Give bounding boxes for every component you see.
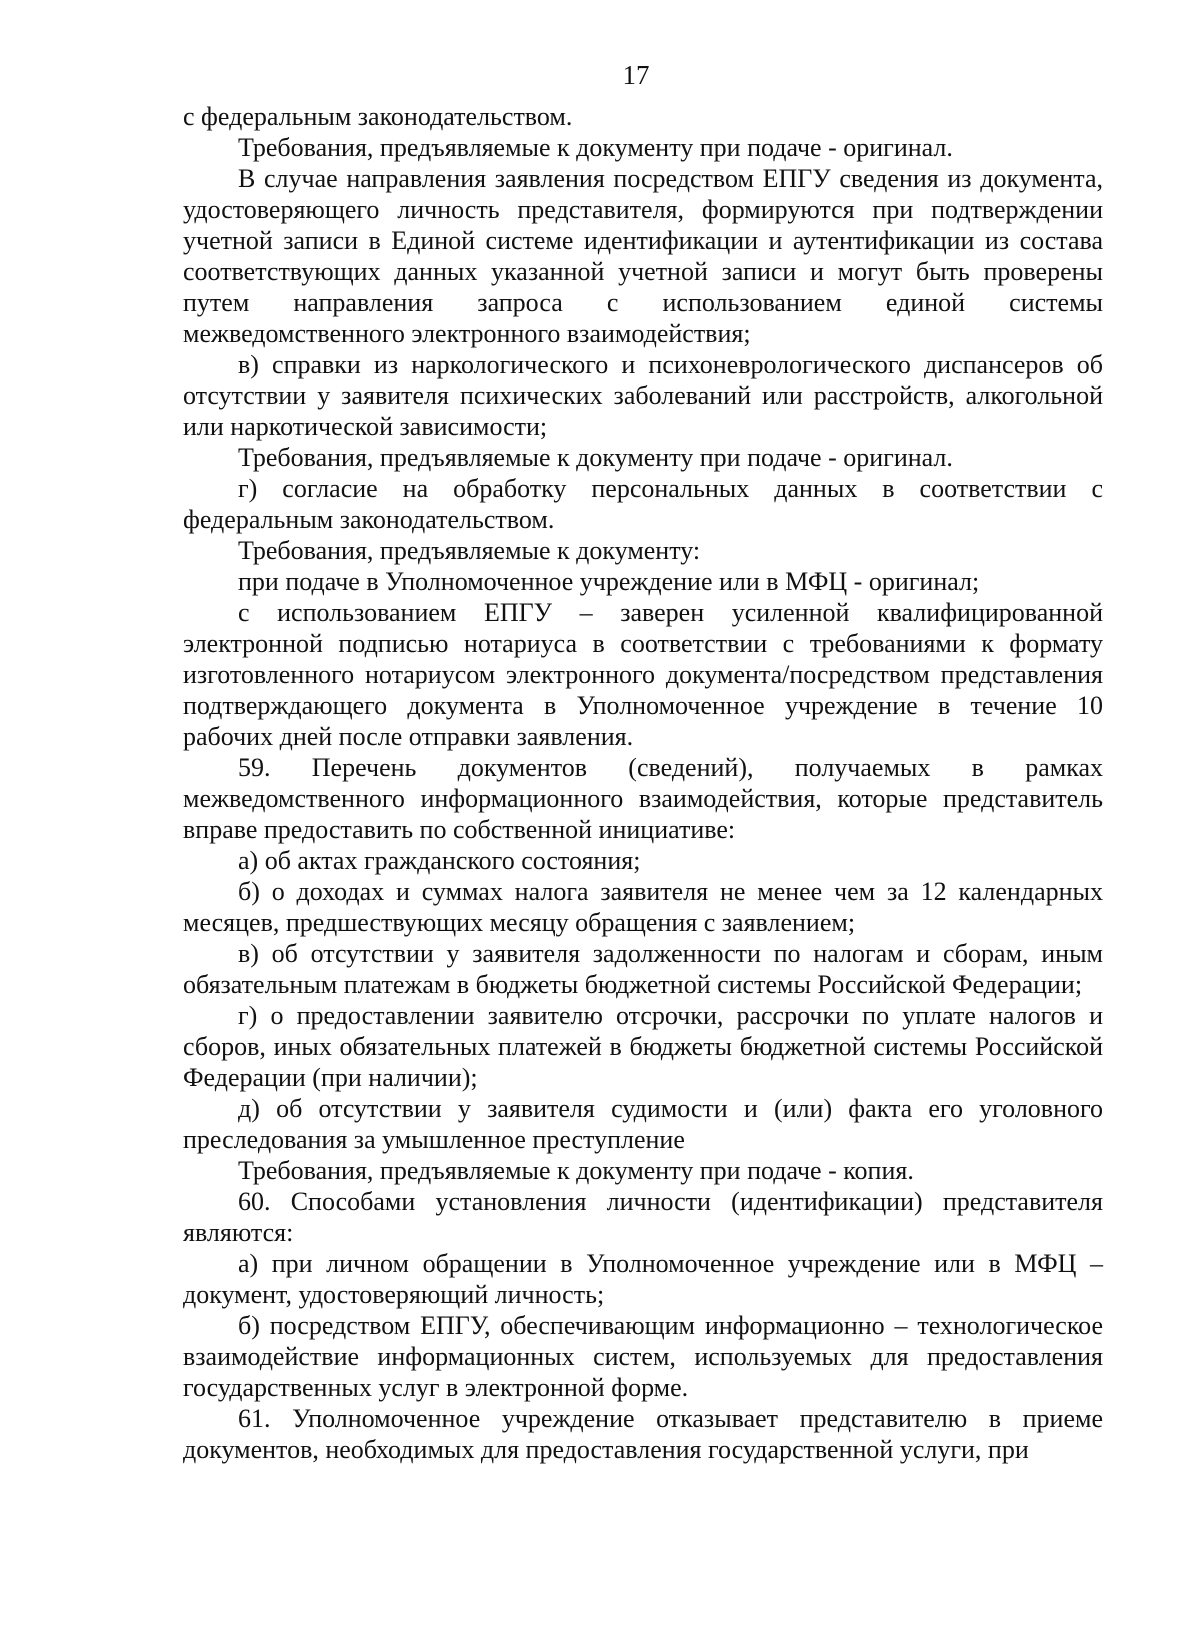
paragraph: а) при личном обращении в Уполномоченное учреждение или в МФЦ – документ, удостоверяющий личность; [183, 1249, 1103, 1309]
paragraph: 60. Способами установления личности (идентификации) представителя являются: [183, 1187, 1103, 1247]
paragraph: при подаче в Уполномоченное учреждение или в МФЦ - оригинал; [238, 567, 980, 596]
paragraph: Требования, предъявляемые к документу: [238, 536, 701, 565]
paragraph: В случае направления заявления посредством ЕПГУ сведения из документа, удостоверяющего личность представителя, формируются при подтверждении учетной записи в Единой системе идентификации и аутентификации из состава соответствующих данных указанной учетной записи и могут быть проверены путем направления запроса с использованием единой системы межведомственного электронного взаимодействия; [183, 164, 1103, 348]
paragraph: г) согласие на обработку персональных данных в соответствии с федеральным законодательством. [183, 474, 1103, 534]
paragraph: г) о предоставлении заявителю отсрочки, рассрочки по уплате налогов и сборов, иных обязательных платежей в бюджеты бюджетной системы Российской Федерации (при наличии); [183, 1001, 1103, 1092]
paragraph: 59. Перечень документов (сведений), получаемых в рамках межведомственного информационного взаимодействия, которые представитель вправе предоставить по собственной инициативе: [183, 753, 1103, 844]
paragraph: Требования, предъявляемые к документу при подаче - оригинал. [238, 133, 953, 162]
paragraph: 61. Уполномоченное учреждение отказывает представителю в приеме документов, необходимых для предоставления государственной услуги, при [183, 1404, 1103, 1464]
paragraph: Требования, предъявляемые к документу при подаче - копия. [238, 1156, 914, 1185]
paragraph: Требования, предъявляемые к документу при подаче - оригинал. [238, 443, 953, 472]
paragraph: а) об актах гражданского состояния; [238, 846, 641, 875]
paragraph: д) об отсутствии у заявителя судимости и (или) факта его уголовного преследования за умышленное преступление [183, 1094, 1103, 1154]
paragraph: б) о доходах и суммах налога заявителя не менее чем за 12 календарных месяцев, предшествующих месяцу обращения с заявлением; [183, 877, 1103, 937]
paragraph: в) справки из наркологического и психоневрологического диспансеров об отсутствии у заявителя психических заболеваний или расстройств, алкогольной или наркотической зависимости; [183, 350, 1103, 441]
page-number: 17 [622, 60, 650, 90]
document-body [183, 101, 1103, 1465]
paragraph: с использованием ЕПГУ – заверен усиленной квалифицированной электронной подписью нотариуса в соответствии с требованиями к формату изготовленного нотариусом электронного документа/посредством представления подтверждающего документа в Уполномоченное учреждение в течение 10 рабочих дней после отправки заявления. [183, 598, 1103, 751]
paragraph: с федеральным законодательством. [183, 102, 573, 131]
paragraph: в) об отсутствии у заявителя задолженности по налогам и сборам, иным обязательным платежам в бюджеты бюджетной системы Российской Федерации; [183, 939, 1103, 999]
paragraph: б) посредством ЕПГУ, обеспечивающим информационно – технологическое взаимодействие информационных систем, используемых для предоставления государственных услуг в электронной форме. [183, 1311, 1103, 1402]
